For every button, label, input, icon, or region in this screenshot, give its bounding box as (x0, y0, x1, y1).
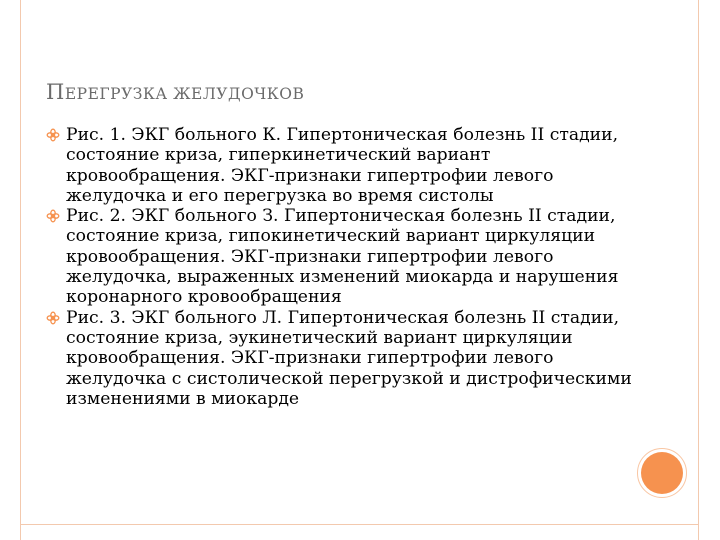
bullet-text: Рис. 2. ЭКГ больного З. Гипертоническая болезнь II стадии, состояние криза, гипокинетический вариант циркуляции кровообращения. ЭКГ-признаки гипертрофии левого желудочка, выраженных изменений миокарда и нарушения коронарного кровообращения (66, 206, 619, 308)
slide-title-rest: ЕРЕГРУЗКА ЖЕЛУДОЧКОВ (64, 85, 305, 103)
frame-bottom-line (20, 524, 698, 525)
bullet-item (46, 206, 636, 307)
flower-bullet-icon (46, 209, 60, 223)
bullet-text: Рис. 3. ЭКГ больного Л. Гипертоническая болезнь II стадии, состояние криза, эукинетический вариант циркуляции кровообращения. ЭКГ-признаки гипертрофии левого желудочка с систолической перегрузкой и дистрофическими изменениями в миокарде (66, 307, 632, 409)
bullet-item (46, 308, 636, 409)
bullet-list (46, 125, 636, 409)
frame-right-line (698, 0, 699, 540)
frame-left-line (20, 0, 21, 540)
bullet-text: Рис. 1. ЭКГ больного К. Гипертоническая болезнь II стадии, состояние криза, гиперкинетический вариант кровообращения. ЭКГ-признаки гипертрофии левого желудочка и его перегрузка во время систолы (66, 125, 619, 206)
slide-title (46, 80, 304, 104)
slide-title-initial: П (46, 80, 65, 104)
bullet-item (46, 125, 636, 206)
orange-circle-decoration (641, 452, 683, 494)
flower-bullet-icon (46, 311, 60, 325)
flower-bullet-icon (46, 128, 60, 142)
